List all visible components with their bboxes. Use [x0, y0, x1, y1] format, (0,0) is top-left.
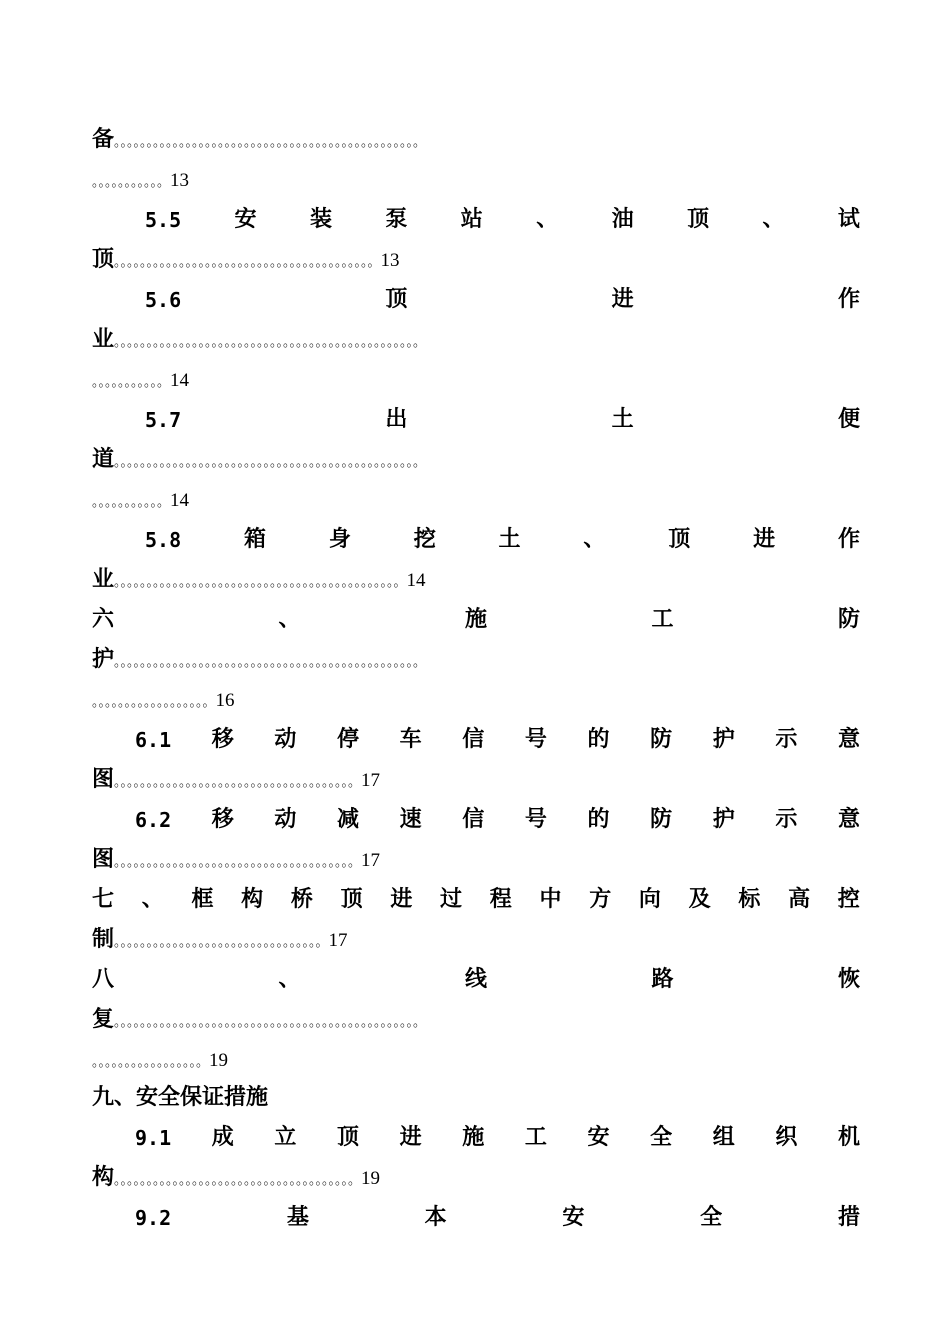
toc-leader-dots: 。。。。。。。。。。。。。。。。。。。。。。。。。。。。。。。。。。。。。: [114, 855, 362, 870]
toc-char: 的: [587, 727, 610, 752]
toc-entry-text: 构: [92, 1165, 115, 1190]
toc-char: 施: [464, 607, 487, 632]
toc-char: 站: [460, 207, 483, 232]
toc-char: 工: [524, 1125, 547, 1150]
toc-char: 六: [92, 607, 115, 632]
toc-line: [92, 240, 400, 280]
toc-char: 本: [424, 1205, 447, 1230]
toc-entry-text: 道: [92, 447, 115, 472]
toc-leader-dots: 。。。。。。。。。。。。。。。。。。。。。。。。。。。。。。。。。。。。。: [114, 775, 362, 790]
toc-char: 身: [328, 527, 351, 552]
toc-char: 成: [211, 1125, 234, 1150]
toc-entry-6-2: [135, 800, 860, 840]
toc-char: 安: [562, 1205, 585, 1230]
toc-char: 油: [611, 207, 634, 232]
toc-char: 试: [837, 207, 860, 232]
toc-char: 工: [651, 607, 674, 632]
toc-page-number: 17: [361, 770, 381, 791]
toc-char: 框: [191, 887, 214, 912]
toc-char: 全: [700, 1205, 723, 1230]
toc-char: 安: [587, 1125, 610, 1150]
toc-char: 恢: [837, 967, 860, 992]
toc-char: 信: [462, 727, 485, 752]
toc-entry-9-1: [135, 1118, 860, 1158]
toc-entry-text: 复: [92, 1007, 115, 1032]
toc-line: [92, 320, 426, 360]
toc-entry-5-6: [145, 280, 860, 320]
toc-line: [92, 680, 235, 720]
toc-entry-6-1: [135, 720, 860, 760]
toc-entry-chapter-9: [92, 1078, 268, 1118]
toc-char: 挖: [413, 527, 436, 552]
toc-char: 减: [336, 807, 359, 832]
toc-char: 示: [775, 807, 798, 832]
toc-line: [92, 480, 189, 520]
toc-char: 方: [589, 887, 612, 912]
toc-entry-text: 图: [92, 767, 115, 792]
toc-section-number: 5.8: [145, 528, 182, 552]
toc-entry-chapter-6: [92, 600, 860, 640]
toc-char: 织: [775, 1125, 798, 1150]
toc-char: 顶: [668, 527, 691, 552]
toc-char: 基: [286, 1205, 309, 1230]
toc-char: 示: [775, 727, 798, 752]
toc-page-number: 14: [170, 490, 190, 511]
toc-char: 箱: [243, 527, 266, 552]
toc-char: 作: [837, 527, 860, 552]
toc-char: 、: [536, 207, 559, 232]
toc-line: [92, 360, 189, 400]
toc-entry-5-7: [145, 400, 860, 440]
toc-section-number: 5.6: [145, 288, 182, 312]
toc-char: 信: [462, 807, 485, 832]
toc-section-number: 9.1: [135, 1126, 172, 1150]
toc-char: 、: [762, 207, 785, 232]
toc-char: 便: [837, 407, 860, 432]
toc-line: [92, 640, 426, 680]
toc-page-number: 14: [406, 570, 426, 591]
toc-char: 机: [837, 1125, 860, 1150]
toc-char: 顶: [385, 287, 408, 312]
toc-section-number: 6.2: [135, 808, 172, 832]
toc-char: 护: [712, 727, 735, 752]
toc-leader-dots: 。。。。。。。。。。。。。。。。。: [92, 1055, 210, 1070]
toc-char: 号: [524, 727, 547, 752]
toc-leader-dots: 。。。。。。。。。。。。。。。。。。: [92, 695, 216, 710]
toc-entry-5-8: [145, 520, 860, 560]
toc-char: 、: [141, 887, 164, 912]
toc-leader-dots: 。。。。。。。。。。。。。。。。。。。。。。。。。。。。。。。。: [114, 935, 329, 950]
toc-char: 八: [92, 967, 115, 992]
toc-page-number: 14: [170, 370, 190, 391]
toc-page-number: 16: [215, 690, 235, 711]
toc-char: 向: [638, 887, 661, 912]
toc-char: 意: [837, 727, 860, 752]
toc-page-number: 13: [170, 170, 190, 191]
toc-page-number: 19: [361, 1168, 381, 1189]
toc-page-number: 13: [380, 250, 400, 271]
toc-char: 动: [274, 727, 297, 752]
toc-char: 、: [278, 967, 301, 992]
toc-char: 施: [462, 1125, 485, 1150]
toc-char: 组: [712, 1125, 735, 1150]
toc-char: 车: [399, 727, 422, 752]
toc-char: 防: [650, 807, 673, 832]
toc-char: 过: [440, 887, 463, 912]
toc-section-number: 5.7: [145, 408, 182, 432]
toc-char: 、: [278, 607, 301, 632]
toc-char: 移: [211, 727, 234, 752]
toc-char: 控: [837, 887, 860, 912]
toc-leader-dots: 。。。。。。。。。。。。。。。。。。。。。。。。。。。。。。。。。。。。。。。。。。。。: [114, 575, 407, 590]
toc-char: 、: [583, 527, 606, 552]
toc-char: 及: [688, 887, 711, 912]
toc-line: [92, 1000, 426, 1040]
toc-line: [92, 160, 189, 200]
toc-entry-text: 九、安全保证措施: [92, 1085, 269, 1110]
toc-char: 土: [498, 527, 521, 552]
toc-char: 护: [712, 807, 735, 832]
toc-char: 土: [611, 407, 634, 432]
toc-leader-dots: 。。。。。。。。。。。: [92, 175, 171, 190]
toc-line: [92, 760, 380, 800]
toc-char: 中: [539, 887, 562, 912]
toc-char: 的: [587, 807, 610, 832]
toc-section-number: 5.5: [145, 208, 182, 232]
toc-leader-dots: 。。。。。。。。。。。。。。。。。。。。。。。。。。。。。。。。。。。。。。。。。。。。。。。: [114, 335, 427, 350]
toc-entry-text: 顶: [92, 247, 115, 272]
toc-entry-text: 图: [92, 847, 115, 872]
toc-line: [92, 1158, 380, 1198]
toc-char: 进: [753, 527, 776, 552]
toc-leader-dots: 。。。。。。。。。。。: [92, 375, 171, 390]
toc-char: 顶: [336, 1125, 359, 1150]
toc-entry-text: 备: [92, 127, 115, 152]
toc-char: 泵: [385, 207, 408, 232]
toc-entry-text: 业: [92, 567, 115, 592]
toc-char: 防: [837, 607, 860, 632]
toc-entry-chapter-8: [92, 960, 860, 1000]
toc-char: 措: [837, 1205, 860, 1230]
toc-char: 装: [309, 207, 332, 232]
toc-char: 进: [390, 887, 413, 912]
toc-leader-dots: 。。。。。。。。。。。。。。。。。。。。。。。。。。。。。。。。。。。。。。。。。。。。。。。: [114, 135, 427, 150]
toc-entry-text: 护: [92, 647, 115, 672]
toc-page-number: 19: [209, 1050, 229, 1071]
toc-char: 停: [336, 727, 359, 752]
toc-char: 路: [651, 967, 674, 992]
toc-char: 立: [274, 1125, 297, 1150]
toc-char: 标: [738, 887, 761, 912]
toc-entry-9-2: [135, 1198, 860, 1238]
toc-leader-dots: 。。。。。。。。。。。。。。。。。。。。。。。。。。。。。。。。。。。。。: [114, 1173, 362, 1188]
toc-char: 作: [837, 287, 860, 312]
toc-char: 出: [385, 407, 408, 432]
toc-char: 高: [788, 887, 811, 912]
toc-leader-dots: 。。。。。。。。。。。。。。。。。。。。。。。。。。。。。。。。。。。。。。。。。。。。。。。: [114, 1015, 427, 1030]
toc-line: [92, 440, 426, 480]
toc-line: [92, 120, 862, 160]
toc-entry-text: 制: [92, 927, 115, 952]
toc-line: [92, 560, 426, 600]
toc-page-number: 17: [361, 850, 381, 871]
toc-char: 移: [211, 807, 234, 832]
toc-char: 速: [399, 807, 422, 832]
toc-char: 进: [611, 287, 634, 312]
toc-leader-dots: 。。。。。。。。。。。: [92, 495, 171, 510]
toc-char: 全: [650, 1125, 673, 1150]
toc-section-number: 6.1: [135, 728, 172, 752]
toc-char: 安: [234, 207, 257, 232]
toc-entry-5-5: [145, 200, 860, 240]
toc-line: [92, 920, 348, 960]
toc-leader-dots: 。。。。。。。。。。。。。。。。。。。。。。。。。。。。。。。。。。。。。。。。。。。。。。。: [114, 455, 427, 470]
toc-char: 构: [241, 887, 264, 912]
toc-line: [92, 1040, 228, 1080]
toc-char: 顶: [687, 207, 710, 232]
toc-section-number: 9.2: [135, 1206, 172, 1230]
toc-char: 号: [524, 807, 547, 832]
toc-char: 进: [399, 1125, 422, 1150]
toc-char: 七: [92, 887, 115, 912]
toc-leader-dots: 。。。。。。。。。。。。。。。。。。。。。。。。。。。。。。。。。。。。。。。。。。。。。。。: [114, 655, 427, 670]
toc-char: 程: [489, 887, 512, 912]
toc-char: 意: [837, 807, 860, 832]
toc-char: 线: [464, 967, 487, 992]
toc-char: 防: [650, 727, 673, 752]
toc-char: 动: [274, 807, 297, 832]
toc-page-number: 17: [328, 930, 348, 951]
toc-entry-text: 业: [92, 327, 115, 352]
toc-line: [92, 840, 380, 880]
toc-entry-chapter-7: [92, 880, 860, 920]
toc-leader-dots: 。。。。。。。。。。。。。。。。。。。。。。。。。。。。。。。。。。。。。。。。: [114, 255, 381, 270]
toc-char: 顶: [340, 887, 363, 912]
toc-char: 桥: [290, 887, 313, 912]
